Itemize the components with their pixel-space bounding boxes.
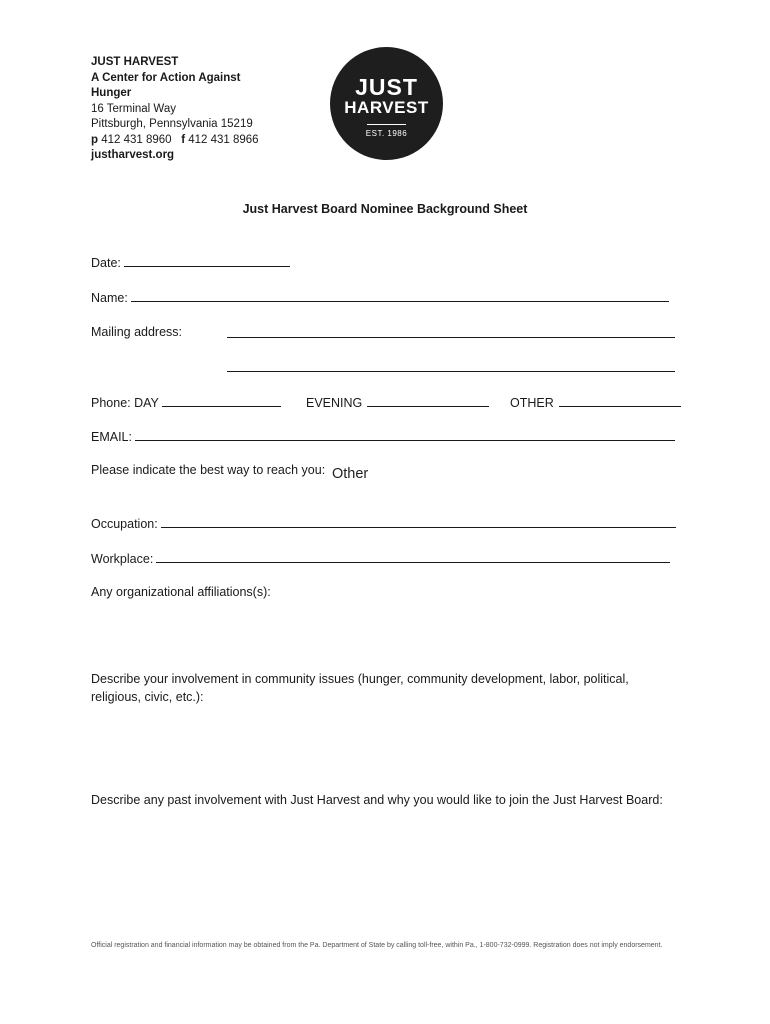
name-field[interactable]	[131, 289, 669, 302]
phone-other-row	[510, 394, 681, 411]
date-field[interactable]	[124, 254, 290, 267]
org-fax: 412 431 8966	[188, 133, 259, 146]
affiliations-row	[91, 584, 271, 600]
just-harvest-logo	[330, 47, 443, 160]
phone-day-field[interactable]	[162, 394, 281, 407]
phone-day-label: Phone: DAY	[91, 396, 159, 410]
org-city: Pittsburgh, Pennsylvania 15219	[91, 118, 253, 130]
org-name: JUST HARVEST	[91, 56, 179, 68]
mailing-address-field-2[interactable]	[227, 370, 675, 372]
mailing-row	[91, 324, 182, 340]
footer-disclaimer: Official registration and financial information may be obtained from the Pa. Department of State by calling toll-free, within Pa., 1-800-732-0999. Registration does not imply endorsement.	[91, 942, 663, 949]
phone-other-label: OTHER	[510, 396, 554, 410]
phone-evening-row	[306, 394, 489, 411]
phone-day-row	[91, 394, 281, 411]
past-involvement-label: Describe any past involvement with Just Harvest and why you would like to join the Just Harvest Board:	[91, 793, 663, 807]
reach-answer[interactable]: Other	[332, 466, 369, 482]
date-row	[91, 254, 290, 271]
involvement-label: Describe your involvement in community issues (hunger, community development, labor, political, religious, civic, etc.):	[91, 672, 629, 704]
reach-row	[91, 462, 325, 478]
occupation-field[interactable]	[161, 515, 676, 528]
phone-prefix: p	[91, 133, 99, 146]
name-label: Name:	[91, 291, 128, 305]
name-row	[91, 289, 669, 306]
org-phone: 412 431 8960	[101, 133, 172, 146]
org-address-block	[91, 55, 259, 164]
email-label: EMAIL:	[91, 430, 132, 444]
reach-label: Please indicate the best way to reach you:	[91, 463, 326, 477]
mailing-label: Mailing address:	[91, 325, 183, 339]
occupation-row	[91, 515, 676, 532]
mailing-address-field-1[interactable]	[227, 336, 675, 338]
workplace-field[interactable]	[156, 550, 670, 563]
org-website: justharvest.org	[91, 149, 175, 161]
workplace-label: Workplace:	[91, 552, 154, 566]
phone-other-field[interactable]	[559, 394, 681, 407]
logo-est: EST. 1986	[365, 129, 408, 138]
phone-evening-label: EVENING	[306, 396, 363, 410]
email-row	[91, 428, 675, 445]
date-label: Date:	[91, 256, 121, 270]
logo-rule	[367, 124, 406, 125]
org-street: 16 Terminal Way	[91, 102, 177, 115]
occupation-label: Occupation:	[91, 517, 158, 531]
phone-evening-field[interactable]	[367, 394, 489, 407]
org-tagline-1: A Center for Action Against	[91, 71, 241, 84]
org-tagline-2: Hunger	[91, 87, 132, 99]
email-field[interactable]	[135, 428, 675, 441]
fax-prefix: f	[181, 133, 186, 146]
logo-line-1: JUST	[355, 74, 418, 100]
org-contact	[91, 133, 259, 149]
workplace-row	[91, 550, 670, 567]
logo-line-2: HARVEST	[344, 98, 429, 117]
affiliations-label: Any organizational affiliations(s):	[91, 585, 271, 599]
form-title: Just Harvest Board Nominee Background Sheet	[242, 202, 528, 216]
